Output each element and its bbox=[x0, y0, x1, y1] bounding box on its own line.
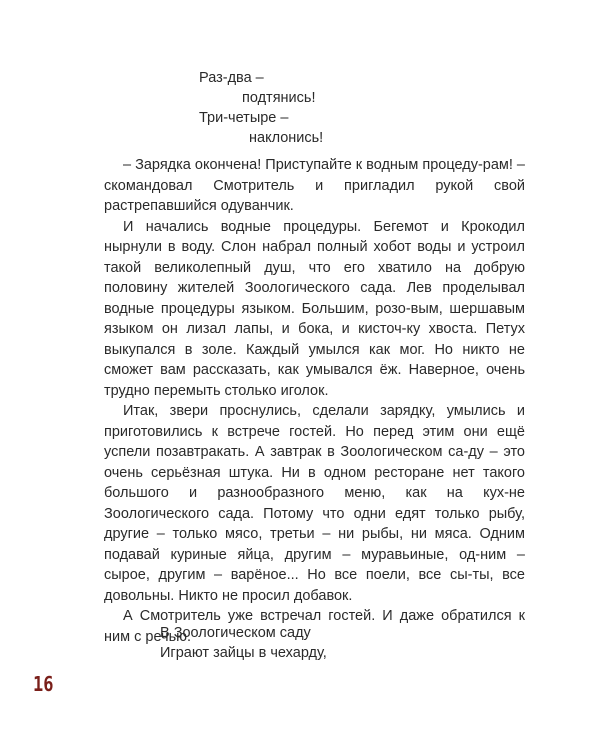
verse-line: наклонись! bbox=[249, 130, 324, 146]
page-number: 16 bbox=[33, 672, 54, 696]
verse-line: В Зоологическом саду bbox=[160, 625, 311, 641]
paragraph: Итак, звери проснулись, сделали зарядку, умылись и приготовились к встрече гостей. Но перед этим они ещё успели позавтракать. А завтрак в Зоологическом са-ду – это очень серьёзная штука. Ни в одном ресторане нет такого большого и разнообразного меню, как на кух-не Зоологического сада. Потому что одни едят только рыбу, другие – только мясо, третьи – ни рыбы, ни мяса. Одним подавай куриные яйца, другим – муравьиные, од-ним – сырое, другим – варёное... Но все поели, все сы-ты, все довольны. Никто не просил добавок. bbox=[104, 403, 525, 604]
paragraph: И начались водные процедуры. Бегемот и Крокодил нырнули в воду. Слон набрал полный хобот воды и устроил такой великолепный душ, что его хватило на добрую половину жителей Зоологического сада. Лев проделывал водные процедуры языком. Большим, розо-вым, шершавым языком он лизал лапы, и бока, и кисточ-ку хвоста. Петух выкупался в золе. Каждый умылся как мог. Но никто не сможет вам рассказать, как умывался ёж. Наверное, очень трудно перемыть столько иголок. bbox=[104, 218, 525, 399]
verse-line: Раз-два – bbox=[199, 70, 264, 86]
paragraph: – Зарядка окончена! Приступайте к водным процеду-рам! – скомандовал Смотритель и пригладил рукой свой растрепавшийся одуванчик. bbox=[104, 157, 525, 214]
verse-line: Играют зайцы в чехарду, bbox=[160, 645, 327, 661]
paragraph: А Смотритель уже встречал гостей. И даже обратился к ним с речью. bbox=[104, 608, 525, 645]
opening-verse bbox=[0, 68, 600, 148]
verse-line: подтянись! bbox=[242, 90, 316, 106]
closing-verse bbox=[0, 623, 600, 665]
prose-body bbox=[104, 155, 525, 647]
verse-line: Три-четыре – bbox=[199, 110, 289, 126]
